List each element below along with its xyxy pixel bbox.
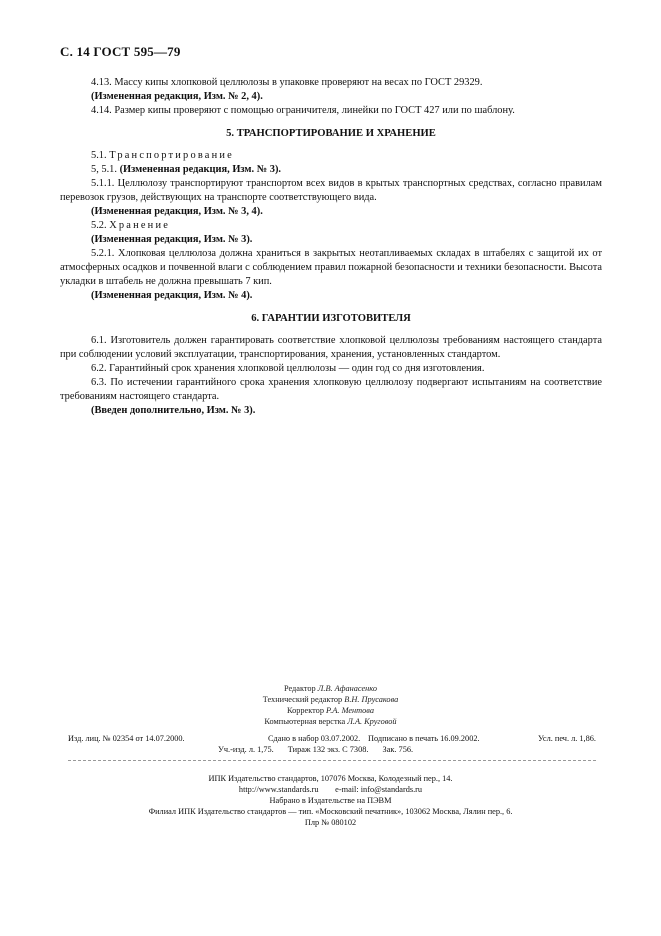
section-title-5: 5. ТРАНСПОРТИРОВАНИЕ И ХРАНЕНИЕ bbox=[226, 128, 436, 139]
amendment-note: (Измененная редакция, Изм. № 3, 4). bbox=[91, 206, 263, 217]
credit-layout bbox=[0, 716, 661, 727]
subsection-5-1 bbox=[60, 149, 602, 163]
credit-name: В.Н. Прусакова bbox=[344, 695, 399, 704]
print-sheets: Усл. печ. л. 1,86. bbox=[538, 734, 596, 743]
imprint-credits bbox=[0, 683, 661, 727]
note-ref: 5, 5.1. bbox=[91, 164, 117, 175]
license-number: Изд. лиц. № 02354 от 14.07.2000. bbox=[68, 734, 185, 743]
credit-tech-editor bbox=[0, 694, 661, 705]
paragraph-6-1: 6.1. Изготовитель должен гарантировать соответствие хлопковой целлюлозы требованиям настоящего стандарта при соблюдении условий эксплуатации, транспортирования, хранения, установленных стандартом. bbox=[60, 335, 602, 360]
subsection-number: 5.2. bbox=[91, 220, 107, 231]
subsection-number: 5.1. bbox=[91, 150, 107, 161]
publisher-contacts: http://www.standards.ru e-mail: info@standards.ru bbox=[238, 785, 423, 794]
credit-name: Л.В. Афанасенко bbox=[317, 684, 378, 693]
document-body bbox=[60, 76, 602, 418]
typeset-note: Набрано в Издательстве на ПЭВМ bbox=[269, 796, 392, 805]
credit-role: Компьютерная верстка bbox=[264, 717, 346, 726]
paragraph-4-14: 4.14. Размер кипы проверяют с помощью ограничителя, линейки по ГОСТ 427 или по шаблону. bbox=[91, 105, 515, 116]
paragraph-5-2-1: 5.2.1. Хлопковая целлюлоза должна храниться в закрытых неотапливаемых складах в штабелях с защитой их от атмосферных осадков и почвенной влаги с соблюдением правил пожарной безопасности и техники безопасности. Высота укладки в штабель не должна превышать 7 кип. bbox=[60, 248, 602, 287]
page-header: С. 14 ГОСТ 595—79 bbox=[60, 44, 181, 59]
amendment-note: (Измененная редакция, Изм. № 4). bbox=[91, 290, 253, 301]
section-title-6: 6. ГАРАНТИИ ИЗГОТОВИТЕЛЯ bbox=[251, 313, 411, 324]
amendment-note: (Измененная редакция, Изм. № 2, 4). bbox=[91, 91, 263, 102]
amendment-note: (Измененная редакция, Изм. № 3). bbox=[91, 234, 253, 245]
paragraph-6-2: 6.2. Гарантийный срок хранения хлопковой целлюлозы — один год со дня изготовления. bbox=[91, 363, 485, 374]
printer-license: Плр № 080102 bbox=[304, 818, 357, 827]
publisher-sheets: Уч.-изд. л. 1,75. bbox=[218, 745, 274, 754]
signed-to-print: Подписано в печать 16.09.2002. bbox=[368, 734, 480, 743]
publisher-info bbox=[0, 773, 661, 828]
amendment-note-5-1 bbox=[60, 163, 602, 177]
credit-role: Корректор bbox=[286, 706, 324, 715]
publication-details-2 bbox=[218, 744, 425, 755]
paragraph-4-13: 4.13. Массу кипы хлопковой целлюлозы в упаковке проверяют на весах по ГОСТ 29329. bbox=[91, 77, 483, 88]
order-number: Зак. 756. bbox=[382, 745, 414, 754]
print-run: Тираж 132 экз. С 7308. bbox=[287, 745, 369, 754]
paragraph-6-3: 6.3. По истечении гарантийного срока хранения хлопковую целлюлозу подвергают испытаниям на соответствие требованиям настоящего стандарта. bbox=[60, 377, 602, 402]
subsection-title: Транспортирование bbox=[109, 150, 234, 161]
credit-role: Редактор bbox=[283, 684, 316, 693]
publisher-address: ИПК Издательство стандартов, 107076 Москва, Колодезный пер., 14. bbox=[208, 774, 453, 783]
subsection-5-2 bbox=[60, 219, 602, 233]
credit-editor bbox=[0, 683, 661, 694]
credit-name: Р.А. Ментова bbox=[326, 706, 375, 715]
credit-role: Технический редактор bbox=[262, 695, 343, 704]
sent-to-typesetting: Сдано в набор 03.07.2002. bbox=[268, 734, 361, 743]
amendment-note: (Введен дополнительно, Изм. № 3). bbox=[91, 405, 256, 416]
note-text: (Измененная редакция, Изм. № 3). bbox=[119, 164, 281, 175]
credit-name: Л.А. Круговой bbox=[347, 717, 397, 726]
printer-branch: Филиал ИПК Издательство стандартов — тип. «Московский печатник», 103062 Москва, Лялин пер., 6. bbox=[148, 807, 513, 816]
subsection-title: Хранение bbox=[109, 220, 171, 231]
credit-proofreader bbox=[0, 705, 661, 716]
paragraph-5-1-1: 5.1.1. Целлюлозу транспортируют транспортом всех видов в крытых транспортных средствах, согласно правилам перевозок грузов, действующих на транспорте соответствующего вида. bbox=[60, 178, 602, 203]
imprint-divider bbox=[68, 760, 596, 761]
